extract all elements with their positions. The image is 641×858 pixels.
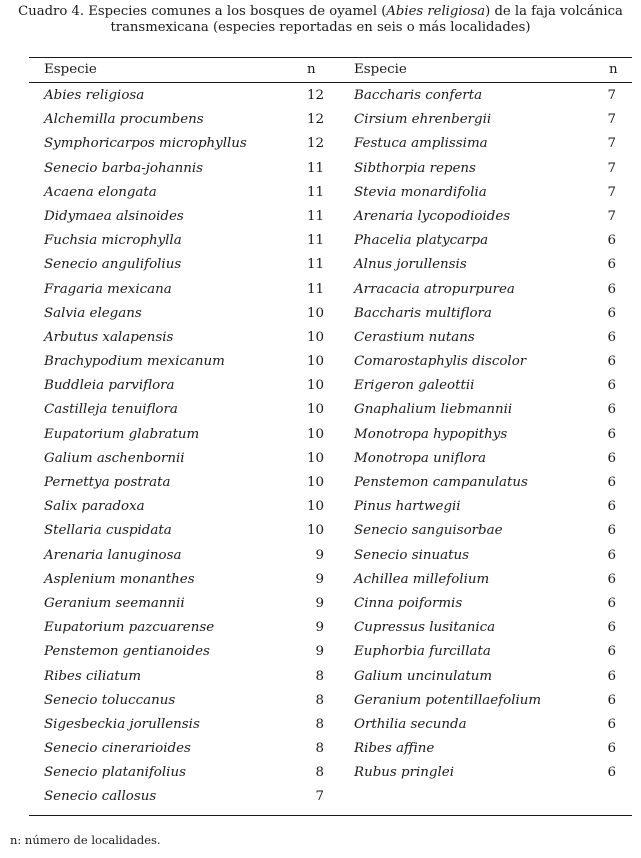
table-row <box>354 737 624 761</box>
species-name: Brachypodium mexicanum <box>44 354 225 370</box>
species-name: Arenaria lanuginosa <box>44 547 182 563</box>
table-row <box>354 616 624 640</box>
table-row <box>354 374 624 398</box>
species-name: Rubus pringlei <box>354 765 454 781</box>
locality-count: 10 <box>306 475 324 490</box>
table-row <box>44 447 334 471</box>
table-row <box>44 302 334 326</box>
locality-count: 11 <box>306 281 324 297</box>
species-name: Penstemon campanulatus <box>354 475 528 490</box>
header-species-right: Especie <box>354 62 407 77</box>
species-name: Arenaria lycopodioides <box>354 208 511 224</box>
locality-count: 7 <box>607 208 616 224</box>
locality-count: 11 <box>306 208 324 224</box>
species-name: Eupatorium pazcuarense <box>44 620 215 636</box>
table-row <box>354 592 624 616</box>
locality-count: 6 <box>607 741 616 757</box>
locality-count: 6 <box>607 523 616 539</box>
locality-count: 8 <box>315 692 324 708</box>
locality-count: 8 <box>315 741 324 757</box>
bottom-rule <box>29 815 632 816</box>
locality-count: 6 <box>607 595 616 611</box>
top-rule <box>29 57 632 58</box>
locality-count: 10 <box>306 402 324 418</box>
species-name: Senecio platanifolius <box>44 765 186 781</box>
species-name: Salix paradoxa <box>44 499 145 515</box>
locality-count: 7 <box>607 112 616 128</box>
table-row <box>354 326 624 350</box>
table-row <box>44 181 334 205</box>
table-row <box>354 278 624 302</box>
table-row <box>44 689 334 713</box>
locality-count: 6 <box>607 426 616 442</box>
table-row <box>44 84 334 108</box>
species-name: Senecio cinerarioides <box>44 741 191 757</box>
species-name: Pinus hartwegii <box>354 499 461 515</box>
species-name: Penstemon gentianoides <box>44 644 210 660</box>
table-row <box>354 544 624 568</box>
table-row <box>44 108 334 132</box>
table-row <box>44 278 334 302</box>
table-row <box>44 132 334 156</box>
species-name: Euphorbia furcillata <box>354 644 491 660</box>
table-row <box>44 665 334 689</box>
table-row <box>354 132 624 156</box>
species-name: Fuchsia microphylla <box>44 233 182 249</box>
locality-count: 6 <box>607 620 616 636</box>
table-row <box>44 737 334 761</box>
caption-text-a: Cuadro 4. Especies comunes a los bosques de oyamel ( <box>18 4 387 19</box>
table-row <box>44 640 334 664</box>
locality-count: 11 <box>306 257 324 273</box>
locality-count: 9 <box>315 644 324 660</box>
species-name: Baccharis multiflora <box>354 305 492 321</box>
species-name: Galium uncinulatum <box>354 668 493 684</box>
species-name: Arbutus xalapensis <box>44 329 174 345</box>
locality-count: 6 <box>607 475 616 490</box>
species-name: Buddleia parviflora <box>44 378 175 394</box>
table-row <box>354 229 624 253</box>
table-row <box>354 447 624 471</box>
locality-count: 10 <box>306 354 324 370</box>
locality-count: 9 <box>315 620 324 636</box>
caption-species-italic: Abies religiosa <box>386 4 486 19</box>
table-row <box>354 689 624 713</box>
table-caption <box>0 4 641 36</box>
table-row <box>354 519 624 543</box>
species-name: Phacelia platycarpa <box>354 233 489 249</box>
table-row <box>44 519 334 543</box>
table-row <box>44 326 334 350</box>
locality-count: 9 <box>315 547 324 563</box>
locality-count: 9 <box>315 571 324 587</box>
right-species-column <box>354 84 624 785</box>
locality-count: 6 <box>607 354 616 370</box>
species-name: Alnus jorullensis <box>354 257 467 273</box>
locality-count: 6 <box>607 644 616 660</box>
table-row <box>354 398 624 422</box>
species-name: Geranium seemannii <box>44 595 185 611</box>
table-row <box>44 616 334 640</box>
species-name: Cirsium ehrenbergii <box>354 112 492 128</box>
table-row <box>354 350 624 374</box>
species-name: Orthilia secunda <box>354 716 467 732</box>
locality-count: 10 <box>306 305 324 321</box>
table-row <box>44 568 334 592</box>
species-name: Baccharis conferta <box>354 88 483 103</box>
left-species-column <box>44 84 334 810</box>
species-name: Senecio toluccanus <box>44 692 176 708</box>
table-row <box>44 471 334 495</box>
table-row <box>354 568 624 592</box>
locality-count: 11 <box>306 233 324 249</box>
species-name: Monotropa uniflora <box>354 450 487 466</box>
locality-count: 10 <box>306 523 324 539</box>
species-name: Senecio barba-johannis <box>44 160 204 176</box>
species-name: Senecio callosus <box>44 789 157 805</box>
table-row <box>44 205 334 229</box>
table-row <box>44 374 334 398</box>
locality-count: 10 <box>306 499 324 515</box>
species-name: Pernettya postrata <box>44 475 171 490</box>
locality-count: 6 <box>607 499 616 515</box>
table-row <box>354 423 624 447</box>
species-name: Erigeron galeottii <box>354 378 475 394</box>
locality-count: 10 <box>306 329 324 345</box>
header-rule <box>29 82 632 83</box>
species-name: Achillea millefolium <box>354 571 490 587</box>
species-name: Ribes affine <box>354 741 435 757</box>
species-name: Acaena elongata <box>44 184 157 200</box>
locality-count: 6 <box>607 765 616 781</box>
table-row <box>354 157 624 181</box>
table-row <box>44 229 334 253</box>
species-name: Sigesbeckia jorullensis <box>44 716 200 732</box>
species-name: Senecio sinuatus <box>354 547 470 563</box>
locality-count: 6 <box>607 547 616 563</box>
locality-count: 6 <box>607 257 616 273</box>
species-name: Alchemilla procumbens <box>44 112 204 128</box>
table-row <box>354 181 624 205</box>
species-name: Salvia elegans <box>44 305 142 321</box>
locality-count: 6 <box>607 329 616 345</box>
table-row <box>44 157 334 181</box>
table-row <box>44 398 334 422</box>
locality-count: 7 <box>607 88 616 103</box>
locality-count: 6 <box>607 305 616 321</box>
species-name: Festuca amplissima <box>354 136 488 152</box>
locality-count: 6 <box>607 668 616 684</box>
locality-count: 10 <box>306 378 324 394</box>
locality-count: 12 <box>306 88 324 103</box>
locality-count: 10 <box>306 450 324 466</box>
species-name: Didymaea alsinoides <box>44 208 184 224</box>
table-row <box>354 761 624 785</box>
locality-count: 11 <box>306 160 324 176</box>
locality-count: 11 <box>306 184 324 200</box>
locality-count: 12 <box>306 112 324 128</box>
table-row <box>44 592 334 616</box>
locality-count: 8 <box>315 668 324 684</box>
species-name: Stevia monardifolia <box>354 184 487 200</box>
species-name: Asplenium monanthes <box>44 571 195 587</box>
species-name: Ribes ciliatum <box>44 668 142 684</box>
species-name: Cerastium nutans <box>354 329 475 345</box>
table-row <box>354 302 624 326</box>
footnote: n: número de localidades. <box>10 833 161 847</box>
species-name: Cupressus lusitanica <box>354 620 496 636</box>
locality-count: 6 <box>607 402 616 418</box>
table-row <box>44 713 334 737</box>
species-name: Sibthorpia repens <box>354 160 476 176</box>
table-row <box>354 713 624 737</box>
locality-count: 6 <box>607 378 616 394</box>
species-name: Castilleja tenuiflora <box>44 402 178 418</box>
locality-count: 6 <box>607 571 616 587</box>
species-name: Senecio sanguisorbae <box>354 523 503 539</box>
locality-count: 9 <box>315 595 324 611</box>
table-row <box>354 640 624 664</box>
locality-count: 7 <box>315 789 324 805</box>
header-n-left: n <box>307 62 316 77</box>
species-name: Abies religiosa <box>44 88 145 103</box>
locality-count: 6 <box>607 450 616 466</box>
locality-count: 7 <box>607 184 616 200</box>
table-row <box>44 253 334 277</box>
species-name: Geranium potentillaefolium <box>354 692 542 708</box>
table-row <box>44 544 334 568</box>
locality-count: 7 <box>607 160 616 176</box>
table-row <box>354 471 624 495</box>
locality-count: 6 <box>607 233 616 249</box>
species-name: Eupatorium glabratum <box>44 426 200 442</box>
species-name: Stellaria cuspidata <box>44 523 172 539</box>
locality-count: 12 <box>306 136 324 152</box>
header-n-right: n <box>609 62 618 77</box>
species-name: Symphoricarpos microphyllus <box>44 136 247 152</box>
table-row <box>354 665 624 689</box>
locality-count: 10 <box>306 426 324 442</box>
table-row <box>44 423 334 447</box>
species-name: Arracacia atropurpurea <box>354 281 515 297</box>
species-name: Monotropa hypopithys <box>354 426 508 442</box>
caption-text-b: ) de la faja volcánica <box>485 4 623 19</box>
locality-count: 6 <box>607 692 616 708</box>
table-row <box>44 761 334 785</box>
species-name: Galium aschenbornii <box>44 450 185 466</box>
table-row <box>44 785 334 809</box>
locality-count: 7 <box>607 136 616 152</box>
species-name: Senecio angulifolius <box>44 257 182 273</box>
table-row <box>354 253 624 277</box>
species-name: Gnaphalium liebmannii <box>354 402 513 418</box>
table-row <box>354 495 624 519</box>
table-row <box>354 84 624 108</box>
locality-count: 8 <box>315 765 324 781</box>
locality-count: 8 <box>315 716 324 732</box>
species-name: Comarostaphylis discolor <box>354 354 527 370</box>
caption-line-1 <box>0 4 641 20</box>
table-row <box>354 108 624 132</box>
table-row <box>44 350 334 374</box>
locality-count: 6 <box>607 281 616 297</box>
species-name: Cinna poiformis <box>354 595 463 611</box>
locality-count: 6 <box>607 716 616 732</box>
table-row <box>44 495 334 519</box>
header-species-left: Especie <box>44 62 97 77</box>
table-row <box>354 205 624 229</box>
caption-line-2: transmexicana (especies reportadas en seis o más localidades) <box>110 20 531 35</box>
species-name: Fragaria mexicana <box>44 281 172 297</box>
